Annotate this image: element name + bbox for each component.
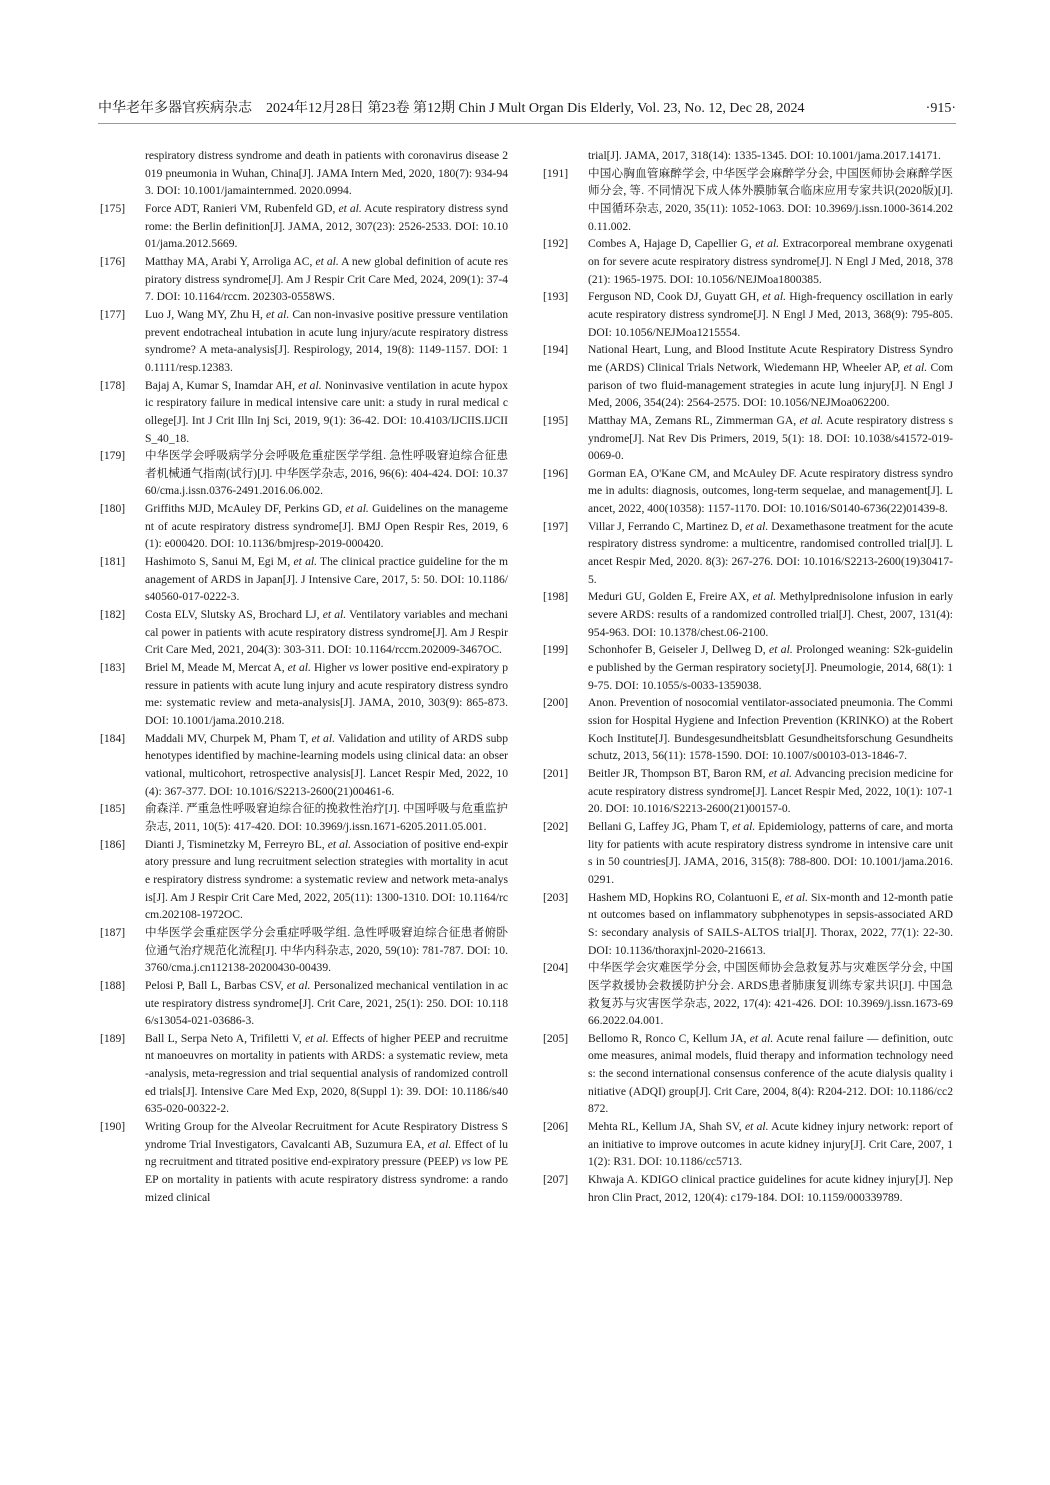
reference-item	[543, 412, 953, 465]
reference-continuation: respiratory distress syndrome and death in patients with coronavirus disease 2019 pneumonia in Wuhan, China[J]. JAMA Intern Med, 2020, 180(7): 934-943. DOI: 10.1001/jamainternmed. 2020.0994.	[145, 149, 508, 198]
reference-number: [187]	[100, 925, 126, 939]
reference-number: [183]	[100, 661, 126, 675]
reference-text: Beitler JR, Thompson BT, Baron RM, et al. Advancing precision medicine for acute respiratory distress syndrome[J]. Lancet Respir Med, 2022, 10(1): 107-120. DOI: 10.1016/S2213-2600(21)00157-0.	[588, 766, 953, 816]
reference-text: Khwaja A. KDIGO clinical practice guidelines for acute kidney injury[J]. Nephron Clin Pract, 2012, 120(4): c179-184. DOI: 10.1159/000339789.	[588, 1173, 953, 1204]
reference-item	[100, 377, 508, 448]
reference-number: [193]	[543, 290, 569, 304]
reference-item	[100, 253, 508, 306]
reference-item	[543, 765, 953, 818]
reference-number: [200]	[543, 696, 569, 710]
reference-text: Ferguson ND, Cook DJ, Guyatt GH, et al. High-frequency oscillation in early acute respiratory distress syndrome[J]. N Engl J Med, 2013, 368(9): 795-805. DOI: 10.1056/NEJMoa1215554.	[588, 290, 954, 339]
reference-item	[543, 1118, 953, 1171]
reference-item	[100, 659, 508, 730]
reference-item	[100, 836, 508, 924]
reference-number: [196]	[543, 466, 569, 480]
reference-continuation: trial[J]. JAMA, 2017, 318(14): 1335-1345. DOI: 10.1001/jama.2017.14171.	[588, 149, 941, 162]
reference-number: [175]	[100, 201, 126, 215]
reference-number: [199]	[543, 643, 569, 657]
reference-number: [189]	[100, 1031, 126, 1045]
reference-text: Bellani G, Laffey JG, Pham T, et al. Epidemiology, patterns of care, and mortality for patients with acute respiratory distress syndrome in intensive care units in 50 countries[J]. JAMA, 2016, 315(8): 788-800. DOI: 10.1001/jama.2016.0291.	[588, 819, 953, 886]
reference-number: [197]	[543, 519, 569, 533]
reference-text: Matthay MA, Zemans RL, Zimmerman GA, et al. Acute respiratory distress syndrome[J]. Nat Rev Dis Primers, 2019, 5(1): 18. DOI: 10.1038/s41572-019-0069-0.	[588, 413, 953, 463]
reference-item	[543, 588, 953, 641]
reference-item	[543, 341, 953, 412]
reference-number: [176]	[100, 254, 126, 268]
reference-text: Combes A, Hajage D, Capellier G, et al. Extracorporeal membrane oxygenation for severe acute respiratory distress syndrome[J]. N Engl J Med, 2018, 378(21): 1965-1975. DOI: 10.1056/NEJMoa1800385.	[588, 237, 954, 286]
reference-item	[543, 1030, 953, 1118]
reference-item	[543, 818, 953, 889]
reference-item	[100, 500, 508, 553]
reference-item	[543, 288, 953, 341]
reference-number: [182]	[100, 608, 126, 622]
reference-item	[543, 959, 953, 1030]
reference-number: [198]	[543, 590, 569, 604]
reference-number: [201]	[543, 766, 569, 780]
reference-number: [186]	[100, 837, 126, 851]
reference-text: Maddali MV, Churpek M, Pham T, et al. Validation and utility of ARDS subphenotypes identified by machine-learning models using clinical data: an observational, multicohort, retrospective analysis[J]. Lancet Respir Med, 2022, 10(4): 367-377. DOI: 10.1016/S2213-2600(21)00461-6.	[145, 731, 508, 798]
reference-number: [178]	[100, 378, 126, 392]
reference-text: Anon. Prevention of nosocomial ventilator-associated pneumonia. The Commission for Hospital Hygiene and Infection Prevention (KRINKO) at the Robert Koch Institute[J]. Bundesgesundheitsblatt Gesundheitsforschung Gesundheitsschutz, 2013, 56(11): 1578-1590. DOI: 10.1007/s00103-013-1846-7.	[588, 696, 954, 763]
journal-citation-line: 中华老年多器官疾病杂志 2024年12月28日 第23卷 第12期 Chin J Mult Organ Dis Elderly, Vol. 23, No. 12, Dec 28, 2024	[98, 101, 805, 116]
reference-text: Costa ELV, Slutsky AS, Brochard LJ, et al. Ventilatory variables and mechanical power in patients with acute respiratory distress syndrome[J]. Am J Respir Crit Care Med, 2021, 204(3): 303-311. DOI: 10.1164/rccm.202009-3467OC.	[145, 608, 508, 657]
reference-text: Hashem MD, Hopkins RO, Colantuoni E, et al. Six-month and 12-month patient outcomes based on inflammatory subphenotypes in sepsis-associated ARDS: secondary analysis of SAILS-ALTOS trial[J]. Thorax, 2022, 77(1): 22-30. DOI: 10.1136/thoraxjnl-2020-216613.	[588, 890, 954, 957]
reference-number: [203]	[543, 890, 569, 904]
reference-item	[543, 694, 953, 765]
reference-item	[100, 200, 508, 253]
reference-number: [179]	[100, 449, 126, 463]
reference-item	[100, 553, 508, 606]
reference-text: Ball L, Serpa Neto A, Trifiletti V, et al. Effects of higher PEEP and recruitment manoeuvres on mortality in patients with ARDS: a systematic review, meta-analysis, meta-regression and trial sequential analysis of randomized controlled trials[J]. Intensive Care Med Exp, 2020, 8(Suppl 1): 39. DOI: 10.1186/s40635-020-00322-2.	[145, 1031, 509, 1116]
reference-text: Meduri GU, Golden E, Freire AX, et al. Methylprednisolone infusion in early severe ARDS: results of a randomized controlled trial[J]. Chest, 2007, 131(4): 954-963. DOI: 10.1378/chest.06-2100.	[588, 590, 953, 639]
reference-number: [194]	[543, 343, 569, 357]
reference-item	[100, 1030, 508, 1118]
reference-item	[543, 465, 953, 518]
reference-item	[100, 924, 508, 977]
reference-item	[543, 641, 953, 694]
reference-text: Villar J, Ferrando C, Martinez D, et al. Dexamethasone treatment for the acute respiratory distress syndrome: a multicentre, randomised controlled trial[J]. Lancet Respir Med, 2020. 8(3): 267-276. DOI: 10.1016/S2213-2600(19)30417-5.	[588, 519, 953, 586]
reference-text: Hashimoto S, Sanui M, Egi M, et al. The clinical practice guideline for the management of ARDS in Japan[J]. J Intensive Care, 2017, 5: 50. DOI: 10.1186/s40560-017-0222-3.	[145, 555, 509, 604]
reference-column-left	[100, 147, 508, 1206]
reference-number: [206]	[543, 1120, 569, 1134]
reference-item	[543, 1171, 953, 1206]
reference-item	[543, 235, 953, 288]
reference-text: 中华医学会呼吸病学分会呼吸危重症医学学组. 急性呼吸窘迫综合征患者机械通气指南(试行)[J]. 中华医学杂志, 2016, 96(6): 404-424. DOI: 10.3760/cma.j.issn.0376-2491.2016.06.002.	[145, 449, 508, 498]
reference-number: [191]	[543, 166, 569, 180]
reference-item	[543, 165, 953, 236]
reference-item	[543, 518, 953, 589]
running-header	[98, 98, 956, 120]
header-divider	[98, 123, 956, 124]
page-number: ·915·	[925, 101, 956, 116]
reference-text: Gorman EA, O'Kane CM, and McAuley DF. Acute respiratory distress syndrome in adults: diagnosis, outcomes, long-term sequelae, and management[J]. Lancet, 2022, 400(10358): 1157-1170. DOI: 10.1016/S0140-6736(22)01439-8.	[588, 466, 953, 516]
reference-list	[100, 200, 508, 1206]
reference-text: 俞森洋. 严重急性呼吸窘迫综合征的挽救性治疗[J]. 中国呼吸与危重监护杂志, 2011, 10(5): 417-420. DOI: 10.3969/j.issn.1671-6205.2011.05.001.	[145, 802, 508, 833]
reference-text: Griffiths MJD, McAuley DF, Perkins GD, et al. Guidelines on the management of acute respiratory distress syndrome[J]. BMJ Open Respir Res, 2019, 6(1): e000420. DOI: 10.1136/bmjresp-2019-000420.	[145, 502, 509, 551]
reference-column-right	[543, 147, 953, 1206]
reference-number: [190]	[100, 1120, 126, 1134]
reference-text: 中华医学会重症医学分会重症呼吸学组. 急性呼吸窘迫综合征患者俯卧位通气治疗规范化流程[J]. 中华内科杂志, 2020, 59(10): 781-787. DOI: 10.3760/cma.j.cn112138-20200430-00439.	[145, 925, 508, 975]
reference-number: [202]	[543, 819, 569, 833]
reference-item	[543, 889, 953, 960]
reference-item	[100, 800, 508, 835]
reference-item	[100, 606, 508, 659]
reference-text: Briel M, Meade M, Mercat A, et al. Higher vs lower positive end-expiratory pressure in patients with acute lung injury and acute respiratory distress syndrome: systematic review and meta-analysis[J]. JAMA, 2010, 303(9): 865-873. DOI: 10.1001/jama.2010.218.	[145, 661, 508, 727]
reference-number: [184]	[100, 731, 126, 745]
reference-text: Dianti J, Tisminetzky M, Ferreyro BL, et al. Association of positive end-expiratory pressure and lung recruitment selection strategies with mortality in acute respiratory distress syndrome: a systematic review and network meta-analysis[J]. Am J Respir Crit Care Med, 2022, 205(11): 1300-1310. DOI: 10.1164/rccm.202108-1972OC.	[145, 837, 508, 922]
reference-number: [205]	[543, 1031, 569, 1045]
reference-number: [185]	[100, 802, 126, 816]
reference-number: [177]	[100, 307, 126, 321]
reference-text: Bajaj A, Kumar S, Inamdar AH, et al. Noninvasive ventilation in acute hypoxic respiratory failure in medical intensive care unit: a study in rural medical college[J]. Int J Crit Illn Inj Sci, 2019, 9(1): 36-42. DOI: 10.4103/IJCIIS.IJCIIS_40_18.	[145, 378, 508, 445]
reference-text: Pelosi P, Ball L, Barbas CSV, et al. Personalized mechanical ventilation in acute respiratory distress syndrome[J]. Crit Care, 2021, 25(1): 250. DOI: 10.1186/s13054-021-03686-3.	[145, 978, 509, 1028]
reference-text: Writing Group for the Alveolar Recruitment for Acute Respiratory Distress Syndrome Trial Investigators, Cavalcanti AB, Suzumura EA, et al. Effect of lung recruitment and titrated positive end-expiratory pressure (PEEP) vs low PEEP on mortality in patients with acute respiratory distress syndrome: a randomized clinical	[145, 1120, 509, 1204]
reference-text: Force ADT, Ranieri VM, Rubenfeld GD, et al. Acute respiratory distress syndrome: the Berlin definition[J]. JAMA, 2012, 307(23): 2526-2533. DOI: 10.1001/jama.2012.5669.	[145, 201, 508, 251]
reference-list	[543, 165, 953, 1207]
reference-number: [192]	[543, 237, 569, 251]
reference-item	[100, 977, 508, 1030]
reference-text: Mehta RL, Kellum JA, Shah SV, et al. Acute kidney injury network: report of an initiative to improve outcomes in acute kidney injury[J]. Crit Care, 2007, 11(2): R31. DOI: 10.1186/cc5713.	[588, 1120, 953, 1169]
reference-text: 中国心胸血管麻醉学会, 中华医学会麻醉学分会, 中国医师协会麻醉学医师分会, 等. 不同情况下成人体外膜肺氧合临床应用专家共识(2020版)[J]. 中国循环杂志, 2020, 35(11): 1052-1063. DOI: 10.3969/j.issn.1000-3614.2020.11.002.	[588, 166, 953, 233]
reference-text: National Heart, Lung, and Blood Institute Acute Respiratory Distress Syndrome (ARDS) Clinical Trials Network, Wiedemann HP, Wheeler AP, et al. Comparison of two fluid-management strategies in acute lung injury[J]. N Engl J Med, 2006, 354(24): 2564-2575. DOI: 10.1056/NEJMoa062200.	[588, 343, 954, 410]
reference-text: Schonhofer B, Geiseler J, Dellweg D, et al. Prolonged weaning: S2k-guideline published by the German respiratory society[J]. Pneumologie, 2014, 68(1): 19-75. DOI: 10.1055/s-0033-1359038.	[588, 643, 953, 692]
reference-text: Luo J, Wang MY, Zhu H, et al. Can non-invasive positive pressure ventilation prevent endotracheal intubation in acute lung injury/acute respiratory distress syndrome? A meta-analysis[J]. Respirology, 2014, 19(8): 1149-1157. DOI: 10.1111/resp.12383.	[145, 307, 508, 374]
reference-text: Matthay MA, Arabi Y, Arroliga AC, et al. A new global definition of acute respiratory distress syndrome[J]. Am J Respir Crit Care Med, 2024, 209(1): 37-47. DOI: 10.1164/rccm. 202303-0558WS.	[145, 254, 509, 304]
reference-text: 中华医学会灾难医学分会, 中国医师协会急救复苏与灾难医学分会, 中国医学救援协会救援防护分会. ARDS患者肺康复训练专家共识[J]. 中国急救复苏与灾害医学杂志, 2022, 17(4): 421-426. DOI: 10.3969/j.issn.1673-6966.2022.04.001.	[588, 961, 953, 1028]
reference-number: [181]	[100, 555, 126, 569]
reference-number: [195]	[543, 413, 569, 427]
reference-number: [204]	[543, 961, 569, 975]
reference-item	[100, 1118, 508, 1206]
reference-number: [180]	[100, 502, 126, 516]
reference-number: [188]	[100, 978, 126, 992]
reference-number: [207]	[543, 1173, 569, 1187]
reference-item	[100, 306, 508, 377]
reference-text: Bellomo R, Ronco C, Kellum JA, et al. Acute renal failure — definition, outcome measures, animal models, fluid therapy and information technology needs: the second international consensus conference of the acute dialysis quality initiative (ADQI) group[J]. Crit Care, 2004, 8(4): R204-212. DOI: 10.1186/cc2872.	[588, 1031, 954, 1116]
reference-item	[100, 447, 508, 500]
reference-item	[100, 730, 508, 801]
